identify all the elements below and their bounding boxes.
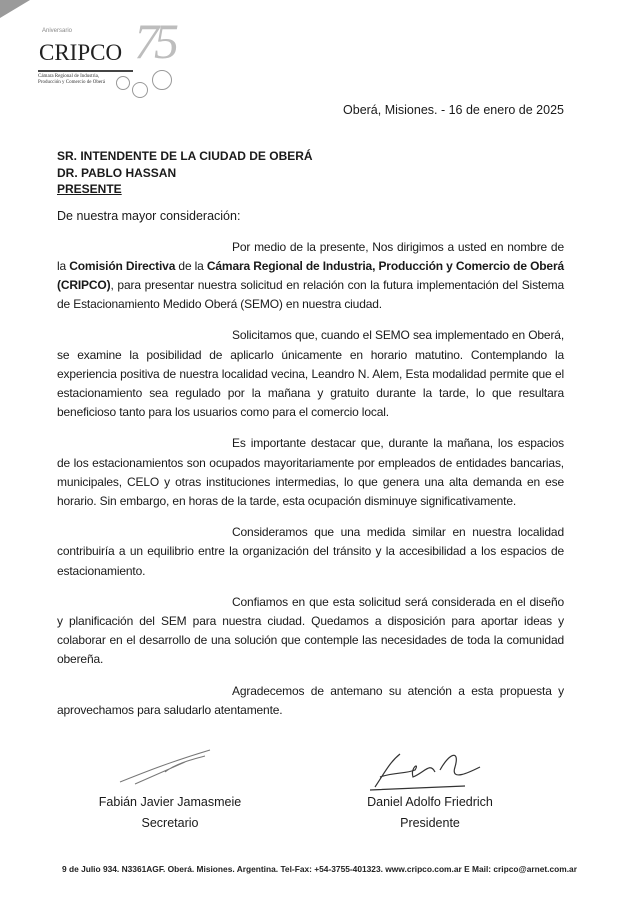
bold-text: Cámara Regional de Industria, Producción y Comercio de Oberá (CRIPCO) [57,258,564,292]
recipient-line: DR. PABLO HASSAN [57,165,177,180]
recipient-block [57,148,564,198]
logo-subtitle: Cámara Regional de Industria, Producción y Comercio de Oberá [38,74,105,85]
text: , para presentar nuestra solicitud en relación con la futura implementación del Sistema de Estacionamiento Medido Oberá (SEMO) en nuestra ciudad. [57,277,564,312]
paragraph-6: Agradecemos de antemano su atención a esta propuesta y aprovechamos para saludarlo atentamente. [57,683,564,717]
signatory-secretario [70,742,270,834]
bold-text: Comisión Directiva [69,258,176,273]
date-line: Oberá, Misiones. - 16 de enero de 2025 [343,103,564,117]
logo-aniversario: Aniversario [42,28,73,34]
footer-contact: 9 de Julio 934. N3361AGF. Oberá. Misiones. Argentina. Tel-Fax: +54-3755-401323. www.cripco.com.ar E Mail: cripco@arnet.com.ar [62,863,577,874]
recipient-line: SR. INTENDENTE DE LA CIUDAD DE OBERÁ [57,149,313,163]
logo-name: CRIPCO [39,40,123,65]
signatory-role: Presidente [400,815,460,830]
signatures [70,742,530,834]
logo-75: 75 [134,13,174,69]
text: de la [175,258,207,273]
signatory-presidente [330,742,530,834]
paragraph-3: Es importante destacar que, durante la mañana, los espacios de los estacionamientos son ocupados mayoritariamente por empleados de entidades bancarias, municipales, CELO y otras instituciones intermedias, lo que genera una alta demanda en ese horario. Sin embargo, en horas de la tarde, esta ocupación disminuye significativamente. [57,436,564,508]
paragraph-1 [57,238,564,315]
paragraph-4: Consideramos que una medida similar en nuestra localidad contribuiría a un equilibrio entre la organización del tránsito y la accesibilidad a los espacios de estacionamiento. [57,525,564,578]
text: Por medio de la presente, Nos dirigimos a usted en nombre de la [57,239,564,273]
signatory-role: Secretario [141,815,199,830]
signature-presidente [365,742,495,792]
recipient-line: PRESENTE [57,182,122,196]
signature-secretario [115,742,225,792]
signatory-name: Fabián Javier Jamasmeie [98,794,242,809]
paragraph-5: Confiamos en que esta solicitud será considerada en el diseño y planificación del SEM para nuestra ciudad. Quedamos a disposición para aportar ideas y colaborar en el desarrollo de una solución que contemple las necesidades de toda la comunidad obereña. [57,594,564,667]
paragraph-2: Solicitamos que, cuando el SEMO sea implementado en Oberá, se examine la posibilidad de aplicarlo únicamente en horario matutino. Contemplando la experiencia positiva de nuestra localidad vecina, Leandro N. Alem, Esta modalidad permite que el estacionamiento sea regulado por la mañana y gratuito durante la tarde, lo que resultara beneficioso tanto para los usuarios como para el comercio local. [57,328,564,420]
signatory-name: Daniel Adolfo Friedrich [367,794,493,809]
greeting: De nuestra mayor consideración: [57,208,241,223]
